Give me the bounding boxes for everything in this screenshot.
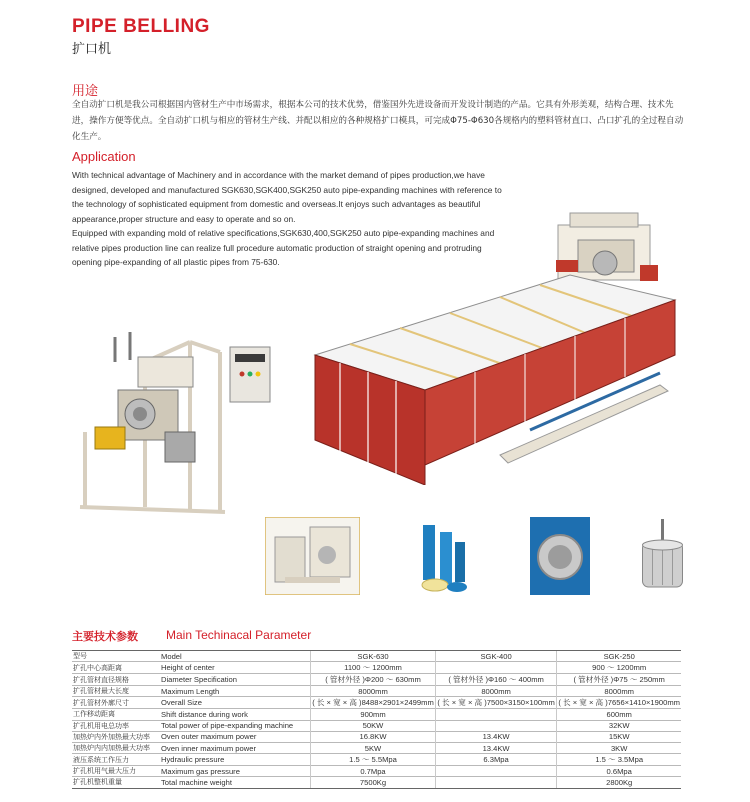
table-row: [72, 651, 681, 662]
value-sgk400: 13.4KW: [435, 731, 557, 742]
page-title: PIPE BELLING: [72, 16, 210, 37]
value-sgk400: [435, 777, 557, 788]
param-name-cn: 液压系统工作压力: [72, 754, 160, 766]
param-name-cn: 加热炉内外加热最大功率: [72, 731, 160, 742]
value-sgk250: 600mm: [557, 709, 681, 720]
param-name-cn: 扩孔管材直径规格: [72, 674, 160, 686]
param-name-en: Oven outer maximum power: [160, 731, 311, 742]
table-row: [72, 662, 681, 674]
value-sgk250: 8000mm: [557, 686, 681, 697]
param-name-cn: 工作移动距离: [72, 709, 160, 720]
usage-heading: 用途: [72, 84, 99, 99]
param-name-en: Overall Size: [160, 697, 311, 709]
param-name-en: Maximum gas pressure: [160, 766, 311, 777]
value-sgk630: 1100 ～ 1200mm: [311, 662, 436, 674]
param-name-cn: 扩孔机用电总功率: [72, 720, 160, 731]
value-sgk250: SGK-250: [557, 651, 681, 662]
application-paragraph-2: Equipped with expanding mold of relative specifications,SGK630,400,SGK250 auto pipe-expanding machines and relative pipes production line can realize full procedure automatic production of straight opening and protruding opening pipe-expanding of all plastic pipes from 75-630.: [72, 228, 495, 267]
param-name-en: Total power of pipe-expanding machine: [160, 720, 311, 731]
param-name-cn: 型号: [72, 651, 160, 662]
value-sgk400: [435, 720, 557, 731]
param-name-cn: 扩孔机用气最大压力: [72, 766, 160, 777]
thumbnail-expanding-mold: [627, 517, 697, 595]
table-row: [72, 720, 681, 731]
param-name-en: Total machine weight: [160, 777, 311, 788]
value-sgk400: [435, 709, 557, 720]
value-sgk630: 5KW: [311, 742, 436, 753]
application-heading: Application: [72, 149, 136, 164]
value-sgk250: 32KW: [557, 720, 681, 731]
value-sgk630: SGK-630: [311, 651, 436, 662]
value-sgk630: ( 管材外径 )Φ200 ～ 630mm: [311, 674, 436, 686]
value-sgk400: [435, 766, 557, 777]
table-row: [72, 709, 681, 720]
spec-table: [72, 650, 681, 789]
table-row: [72, 777, 681, 788]
value-sgk250: 2800Kg: [557, 777, 681, 788]
value-sgk630: 7500Kg: [311, 777, 436, 788]
value-sgk400: 6.3Mpa: [435, 754, 557, 766]
value-sgk250: ( 长 × 宽 × 高 )7656×1410×1900mm: [558, 698, 680, 708]
table-row: [72, 686, 681, 697]
table-row: [72, 742, 681, 753]
value-sgk400: ( 长 × 宽 × 高 )7500×3150×100mm: [435, 697, 557, 709]
value-sgk250: 900 ～ 1200mm: [557, 662, 681, 674]
expanding-unit-image: [70, 322, 275, 522]
param-name-cn: 扩孔管材外廓尺寸: [72, 697, 160, 709]
value-sgk630: 1.5 ～ 5.5Mpa: [311, 754, 436, 766]
param-name-en: Diameter Specification: [160, 674, 311, 686]
value-sgk400: ( 管材外径 )Φ160 ～ 400mm: [435, 674, 557, 686]
usage-text: 全自动扩口机是我公司根据国内管材生产中市场需求，根据本公司的技术优势，借鉴国外先进设备而开发设计制造的产品。它具有外形美观，结构合理、技术先进，操作方便等优点。全自动扩口机与相应的管材生产线、并配以相应的各种规格扩口模具，可完成Φ75-Φ630各规格内的塑料管材直口、凸口扩孔的全过程自动化生产。: [72, 100, 684, 142]
param-name-en: Oven inner maximum power: [160, 742, 311, 753]
value-sgk250: 3KW: [557, 742, 681, 753]
param-name-cn: 扩孔中心高距离: [72, 662, 160, 674]
value-sgk400: 13.4KW: [435, 742, 557, 753]
value-sgk630: 50KW: [311, 720, 436, 731]
value-sgk630: 0.7Mpa: [311, 766, 436, 777]
value-sgk250: 1.5 ～ 3.5Mpa: [557, 754, 681, 766]
param-name-cn: 扩孔管材最大长度: [72, 686, 160, 697]
param-name-en: Maximum Length: [160, 686, 311, 697]
belling-machine-image: [300, 205, 700, 485]
table-row: [72, 674, 681, 686]
value-sgk250: 15KW: [557, 731, 681, 742]
value-sgk630: 900mm: [311, 709, 436, 720]
table-row: [72, 731, 681, 742]
param-name-en: Height of center: [160, 662, 311, 674]
value-sgk630: 8000mm: [311, 686, 436, 697]
value-sgk250: ( 管材外径 )Φ75 ～ 250mm: [557, 674, 681, 686]
page-subtitle: 扩口机: [72, 42, 112, 57]
param-name-cn: 加热炉内内加热最大功率: [72, 742, 160, 753]
thumbnail-pipe-socket: [525, 517, 595, 595]
params-heading-cn: 主要技术参数: [72, 630, 138, 643]
application-paragraph-1: With technical advantage of Machinery and in accordance with the market demand of pipes production,we have designed, developed and manufactured SGK630,SGK400,SGK250 auto pipe-expanding machines with reference to the technology of sophisticated equipment from domestic and overseas.It enjoys such advantages as beautiful appearance,proper structure and easy to operate and so on.: [72, 170, 502, 224]
param-name-en: Shift distance during work: [160, 709, 311, 720]
thumbnail-blue-pipes: [405, 517, 475, 595]
table-row: [72, 697, 681, 709]
table-row: [72, 754, 681, 766]
value-sgk400: [435, 662, 557, 674]
table-row: [72, 766, 681, 777]
value-sgk630: ( 长 × 宽 × 高 )8488×2901×2499mm: [312, 698, 434, 708]
value-sgk250: 0.6Mpa: [557, 766, 681, 777]
param-name-cn: 扩孔机整机重量: [72, 777, 160, 788]
value-sgk400: 8000mm: [435, 686, 557, 697]
param-name-en: Model: [160, 651, 311, 662]
value-sgk630: 16.8KW: [311, 731, 436, 742]
param-name-en: Hydraulic pressure: [160, 754, 311, 766]
params-heading-en: Main Techinacal Parameter: [166, 628, 312, 642]
thumbnail-machine-photo: [265, 517, 360, 595]
value-sgk400: SGK-400: [435, 651, 557, 662]
